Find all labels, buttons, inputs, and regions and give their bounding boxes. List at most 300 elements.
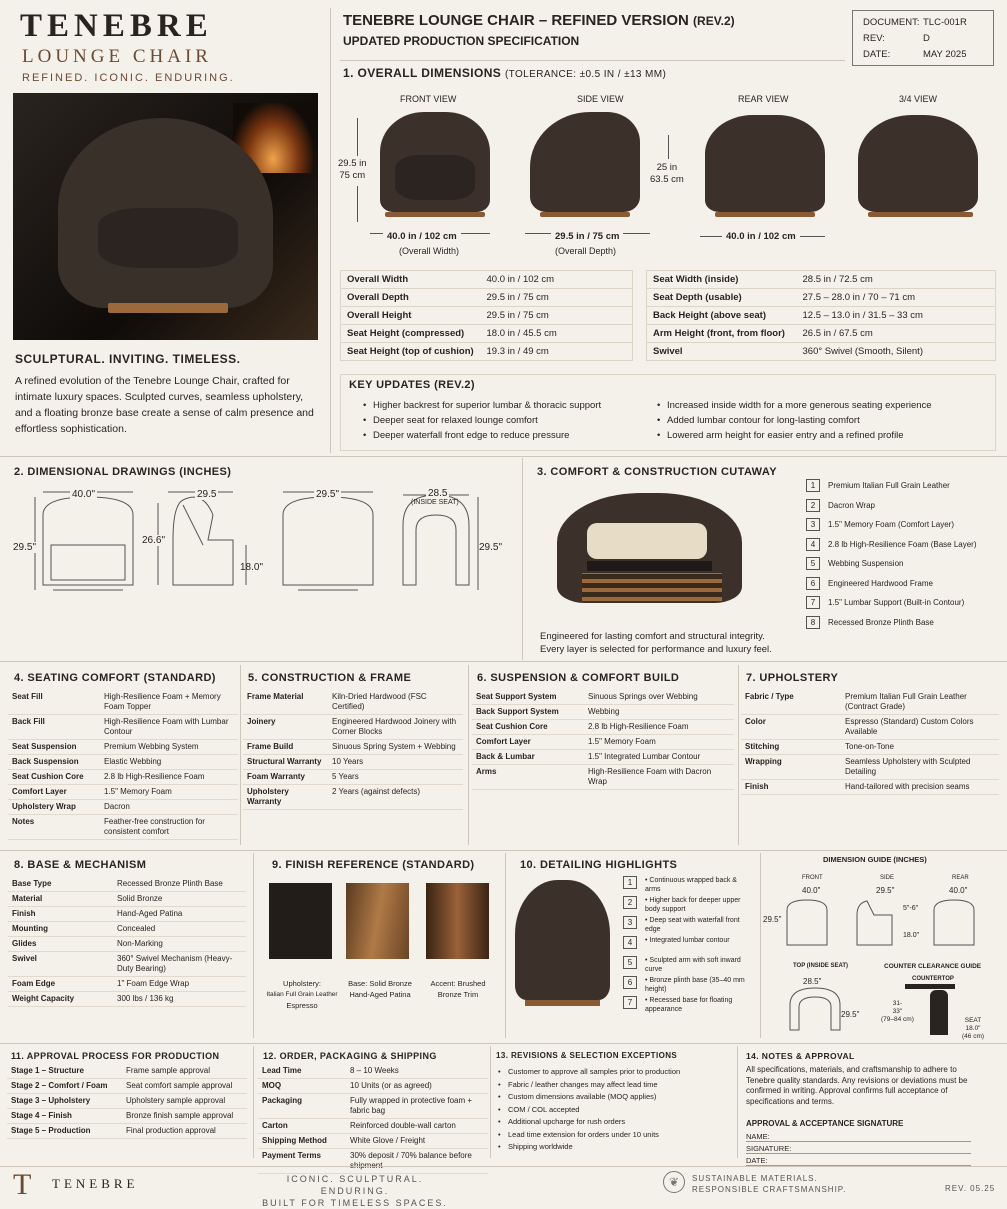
table-value: 26.5 in / 67.5 cm [797,325,996,343]
s10-title: 10. DETAILING HIGHLIGHTS [520,859,678,871]
table-row [7,1094,247,1109]
table-value: Feather-free construction for consistent comfort [100,815,238,840]
table-row [243,770,463,785]
s5-title: 5. CONSTRUCTION & FRAME [248,672,412,684]
doc-title-text: TENEBRE LOUNGE CHAIR – REFINED VERSION [343,12,689,29]
table-value: Final production approval [122,1124,247,1139]
detail-item [623,936,753,956]
counter-dim [881,1000,914,1024]
table-row [8,907,246,922]
cutaway-foam [587,523,707,559]
table-value: White Glove / Freight [346,1134,488,1149]
table-key: Mounting [8,922,113,937]
table-row [243,785,463,810]
table-key: Arm Height (front, from floor) [647,325,797,343]
cutaway-title: 3. COMFORT & CONSTRUCTION CUTAWAY [537,466,777,478]
table-row [8,922,246,937]
doc-info-box [852,10,994,66]
table-value: Elastic Webbing [100,755,238,770]
detail-chair-body [515,880,610,1000]
layer-number: 3 [806,518,820,531]
guide-sh1: 5"-6" [903,905,919,912]
table-value: Tone-on-Tone [841,740,999,755]
table-row [8,740,238,755]
table-row [472,735,734,750]
table-value: Bronze finish sample approval [122,1109,247,1124]
guide-counter-title: COUNTER CLEARANCE GUIDE [884,963,982,970]
table-value: 300 lbs / 136 kg [113,992,246,1007]
table-key: Back Height (above seat) [647,307,797,325]
counter-dim-3: (79–84 cm) [881,1016,914,1023]
date-value: MAY 2025 [923,49,967,60]
detail-label: • Recessed base for floating appearance [645,997,733,1013]
table-value: 2.8 lb High-Resilience Foam [584,720,734,735]
table-row [258,1149,488,1174]
draw-w4: 28.5 [428,488,448,499]
front-height-dim [338,158,367,182]
table-value: 30% deposit / 70% balance before [346,1149,488,1174]
footer-mid [252,1173,458,1209]
s11-table [7,1064,247,1139]
list-item: • Deeper seat for relaxed lounge comfort [361,413,601,428]
tolerance: (TOLERANCE: ±0.5 IN / ±13 MM) [504,69,667,80]
table-key: Upholstery Wrap [8,800,100,815]
detail-number: 6 [623,976,637,989]
front-height-cm: 75 cm [339,170,366,181]
table-row [258,1079,488,1094]
table-row [472,765,734,790]
draw-h2: 26.6" [142,535,166,546]
table-row [243,755,463,770]
dims-table-right [646,270,996,361]
table-value: Premium Italian Full Grain Leather (Contract Grade) [841,690,999,715]
list-item: • Custom dimensions available (MOQ applies) [496,1091,680,1104]
table-key: Stitching [741,740,841,755]
table-row [8,992,246,1007]
table-key: Upholstery Warranty [243,785,328,810]
view-rear-label: REAR VIEW [738,94,789,104]
draw-w3: 29.5" [316,489,340,500]
detail-list [623,876,753,1016]
layer-number: 1 [806,479,820,492]
guide-title: DIMENSION GUIDE (INCHES) [823,855,927,864]
table-row [472,705,734,720]
list-item: • Additional upcharge for rush orders [496,1116,680,1129]
rev-row [863,31,983,47]
dims-table-left [340,270,633,361]
table-value: Seamless Upholstery with Sculpted Detailing [841,755,999,780]
table-key: Back & Lumbar [472,750,584,765]
sig-date-row[interactable] [746,1156,971,1166]
table-key: Wrapping [741,755,841,780]
list-item: • Lead time extension for orders under 10 units [496,1129,680,1142]
dims-title-text: 1. OVERALL DIMENSIONS [343,66,502,80]
countertop-label: COUNTERTOP [912,976,954,982]
table-value: Recessed Bronze Plinth Base [113,877,246,892]
intro-heading: SCULPTURAL. INVITING. TIMELESS. [15,352,241,366]
sig-title: APPROVAL & ACCEPTANCE SIGNATURE [746,1119,904,1128]
table-value: Sinuous Spring System + Webbing [328,740,463,755]
hero-photo [13,93,318,340]
table-value: Upholstery sample approval [122,1094,247,1109]
table-key: Overall Width [341,271,481,289]
table-row [8,952,246,977]
table-key: Back Support System [472,705,584,720]
seat-dim-1: SEAT [964,1017,982,1024]
front-view-plinth [385,212,485,217]
list-item: • Added lumbar contour for long-lasting comfort [655,413,932,428]
table-row [7,1079,247,1094]
table-key: Structural Warranty [243,755,328,770]
side-depth-note: (Overall Depth) [555,246,617,256]
table-value: Sinuous Springs over Webbing [584,690,734,705]
layer-label: Engineered Hardwood Frame [828,578,933,588]
layer-number: 6 [806,577,820,590]
table-value: 1.5" Integrated Lumbar Contour [584,750,734,765]
cutaway-layer [806,574,977,594]
drawings-title: 2. DIMENSIONAL DRAWINGS (INCHES) [14,466,232,478]
layer-label: Dacron Wrap [828,500,875,510]
detail-number: 3 [623,916,637,929]
brand-tagline: REFINED. ICONIC. ENDURING. [22,72,235,84]
list-item: • COM / COL accepted [496,1104,680,1117]
side-view-chair [530,112,640,212]
table-key: Swivel [647,343,797,361]
leaf-icon: ❦ [663,1171,685,1193]
table-value: 18.0 in / 45.5 cm [481,325,633,343]
table-key: Joinery [243,715,328,740]
table-value: High-Resilience Foam with Dacron Wrap [584,765,734,790]
cutaway-layer [806,535,977,555]
footer-mid-2: BUILT FOR TIMELESS SPACES. [262,1198,448,1208]
guide-top-w: 28.5" [803,977,822,986]
counter-dim-2: 33" [892,1008,903,1015]
table-key: Stage 4 – Finish [7,1109,122,1124]
updates-title: KEY UPDATES (REV.2) [349,379,475,391]
s14-body: All specifications, materials, and craftsmanship to adhere to Tenebre quality standards. Any revisions or deviations must be confirmed in writing. Approval confirms full acceptance of specifications and terms. [746,1065,968,1106]
table-value: High-Resilience Foam with Lumbar Contour [100,715,238,740]
table-row [8,800,238,815]
table-value: High-Resilience Foam + Memory Foam Topper [100,690,238,715]
side-height-in: 25 in [656,162,678,173]
table-row [741,740,999,755]
view-34-label: 3/4 VIEW [899,94,938,104]
seat-dim-3: (46 cm) [962,1033,985,1040]
detail-label: • Deep seat with waterfall front edge [645,917,740,933]
draw-h1: 29.5" [13,542,37,553]
table-value: 12.5 – 13.0 in / 31.5 – 33 cm [797,307,996,325]
table-key: Base Type [8,877,113,892]
rear-view-plinth [715,212,815,217]
detail-label: • Bronze plinth base (35–40 mm height) [645,977,745,993]
table-row [7,1109,247,1124]
table-key: Glides [8,937,113,952]
countertop-shape [905,984,955,989]
detail-item [623,976,753,996]
table-row [647,289,996,307]
rear-width-dim: 40.0 in / 102 cm [722,231,800,242]
draw-w2: 29.5 [197,489,217,500]
s6-table [472,690,734,790]
draw-w1: 40.0" [72,489,96,500]
guide-fh: 29.5" [763,915,782,924]
detail-number: 2 [623,896,637,909]
table-value: 28.5 in / 72.5 cm [797,271,996,289]
cutaway-image [557,493,742,623]
footer-brand: TENEBRE [52,1176,139,1191]
s5-table [243,690,463,810]
cutaway-layer [806,496,977,516]
table-key: Back Fill [8,715,100,740]
table-value: Seat comfort sample approval [122,1079,247,1094]
doc-subtitle: UPDATED PRODUCTION SPECIFICATION [343,34,580,48]
s9-title: 9. FINISH REFERENCE (STANDARD) [272,859,475,871]
swatch-3-l1: Accent: Brushed [430,979,486,988]
cutaway-layer [806,515,977,535]
table-row [243,715,463,740]
sig-name-label: NAME: [746,1132,770,1141]
detail-chair [515,880,615,1010]
table-row [8,755,238,770]
rear-view-chair [705,115,825,212]
table-key: Foam Warranty [243,770,328,785]
cutaway-layer-list [806,476,977,632]
list-item: • Higher backrest for superior lumbar & thoracic support [361,398,601,413]
sig-name-row[interactable] [746,1132,971,1142]
list-item: • Deeper waterfall front edge to reduce pressure [361,428,601,443]
table-key: Swivel [8,952,113,977]
side-depth-dim: 29.5 in / 75 cm [551,231,623,242]
footer-logo: T [13,1168,36,1201]
table-row [258,1134,488,1149]
s13-list [496,1066,680,1154]
table-value: Kiln-Dried Hardwood (FSC Certified) [328,690,463,715]
table-row [341,307,633,325]
table-row [8,877,246,892]
table-row [472,750,734,765]
table-row [341,325,633,343]
table-value: Dacron [100,800,238,815]
table-key: Seat Cushion Core [472,720,584,735]
swatch-3-l2: Bronze Trim [437,990,479,999]
draw-h3: 18.0" [240,562,264,573]
rev-value: D [923,33,930,44]
detail-item [623,876,753,896]
table-key: Material [8,892,113,907]
counter-stool [930,990,948,1035]
front-width-dim: 40.0 in / 102 cm [383,231,461,242]
table-key: Finish [741,780,841,795]
table-row [8,892,246,907]
table-key: Weight Capacity [8,992,113,1007]
side-height-cm: 63.5 cm [650,174,684,185]
table-key: Seat Support System [472,690,584,705]
view-front-label: FRONT VIEW [400,94,457,104]
seat-dim [962,1017,984,1041]
layer-label: Recessed Bronze Plinth Base [828,617,934,627]
table-key: Carton [258,1119,346,1134]
detail-item [623,956,753,976]
table-row [472,720,734,735]
table-key: Seat Fill [8,690,100,715]
dims-title [343,66,666,80]
guide-top-h: 29.5" [841,1010,860,1019]
swatch-1-l2: Italian Full Grain Leather [266,991,338,998]
table-key: Color [741,715,841,740]
table-key: Notes [8,815,100,840]
plinth-photo [108,303,228,313]
list-item: • Lowered arm height for easier entry and a refined profile [655,428,932,443]
table-value: 1.5" Memory Foam [100,785,238,800]
guide-top-drawing [785,985,845,1035]
table-row [7,1124,247,1139]
34-view-plinth [868,212,973,217]
layer-label: Webbing Suspension [828,559,904,568]
table-key: Seat Cushion Core [8,770,100,785]
draw-h4: 29.5" [479,542,503,553]
table-value: 2.8 lb High-Resilience Foam [100,770,238,785]
table-key: Stage 5 – Production [7,1124,122,1139]
layer-label: 2.8 lb High-Resilience Foam (Base Layer) [828,539,977,549]
footer-mid-1: ICONIC. SCULPTURAL. ENDURING. [286,1174,424,1196]
table-value: Hand-Aged Patina [113,907,246,922]
table-key: Shipping Method [258,1134,346,1149]
layer-number: 7 [806,596,820,609]
table-row [7,1064,247,1079]
detail-chair-plinth [525,1000,600,1006]
guide-top-title: TOP (INSIDE SEAT) [793,963,849,969]
table-value: Frame sample approval [122,1064,247,1079]
table-key: Back Suspension [8,755,100,770]
table-value: 29.5 in / 75 cm [481,307,633,325]
s4-table [8,690,238,840]
table-row [243,690,463,715]
table-value: Espresso (Standard) Custom Colors Available [841,715,999,740]
table-row [341,343,633,361]
s8-title: 8. BASE & MECHANISM [14,859,147,871]
table-key: Overall Depth [341,289,481,307]
table-key: Foam Edge [8,977,113,992]
layer-label: 1.5" Memory Foam (Comfort Layer) [828,520,954,529]
table-value: 29.5 in / 75 cm [481,289,633,307]
detail-label: • Integrated lumbar contour [645,937,730,944]
table-key: Seat Width (inside) [647,271,797,289]
table-value: 2 Years (against defects) [328,785,463,810]
table-value: 27.5 – 28.0 in / 70 – 71 cm [797,289,996,307]
layer-label: 1.5" Lumbar Support (Built-in Contour) [828,598,965,607]
list-item: • Customer to approve all samples prior to production [496,1066,680,1079]
table-value: 8 – 10 Weeks [346,1064,488,1079]
table-row [741,780,999,795]
swatch-label-2 [340,978,420,1000]
side-view-plinth [540,212,630,217]
detail-number: 4 [623,936,637,949]
sig-date-label: DATE: [746,1156,768,1165]
view-side-label: SIDE VIEW [577,94,624,104]
detail-item [623,896,753,916]
guide-drawings [762,895,1002,955]
table-row [472,690,734,705]
sig-signature-row[interactable] [746,1144,971,1154]
table-key: Frame Build [243,740,328,755]
swatch-1-l3: Espresso [286,1001,318,1010]
draw-w4-note: (INSIDE SEAT) [411,499,459,506]
table-row [741,690,999,715]
s4-title: 4. SEATING COMFORT (STANDARD) [14,672,216,684]
table-key: Seat Depth (usable) [647,289,797,307]
cutaway-layer [806,613,977,633]
sig-signature-label: SIGNATURE: [746,1144,792,1153]
swatch-leather [269,883,332,959]
table-key: Fabric / Type [741,690,841,715]
list-item: • Increased inside width for a more generous seating experience [655,398,932,413]
caption-line-1: Engineered for lasting comfort and structural integrity. [540,631,765,642]
brand-subtitle: LOUNGE CHAIR [22,46,212,67]
detail-label: • Higher back for deeper upper body support [645,897,741,913]
guide-rw: 40.0" [949,886,968,895]
table-row [8,770,238,785]
doc-label: DOCUMENT: [863,17,920,28]
table-value: Premium Webbing System [100,740,238,755]
table-value: 19.3 in / 49 cm [481,343,633,361]
detail-number: 5 [623,956,637,969]
guide-sw: 29.5" [876,886,895,895]
table-value: Solid Bronze [113,892,246,907]
table-key: Frame Material [243,690,328,715]
table-key: Seat Suspension [8,740,100,755]
list-item: • Shipping worldwide [496,1141,680,1154]
cutaway-caption [540,630,772,656]
table-key: Stage 2 – Comfort / Foam [7,1079,122,1094]
table-value: 360° Swivel Mechanism (Heavy-Duty Bearing) [113,952,246,977]
table-row [8,785,238,800]
rev-tag: (REV.2) [693,14,735,28]
table-key: Packaging [258,1094,346,1119]
guide-side-label: SIDE [880,875,895,881]
swatch-label-1 [262,978,342,1011]
table-row [341,271,633,289]
chair-seat-photo [98,208,238,268]
table-row [258,1094,488,1119]
detail-number: 7 [623,996,637,1009]
guide-fw: 40.0" [802,886,821,895]
cutaway-webbing [587,561,712,571]
footer-rev: REV. 05.25 [945,1184,996,1193]
footer-sustainable [692,1173,846,1195]
table-value: Engineered Hardwood Joinery with Corner Blocks [328,715,463,740]
table-row [741,755,999,780]
table-key: Finish [8,907,113,922]
s7-table [741,690,999,795]
table-value: Fully wrapped in protective foam + fabric bag [346,1094,488,1119]
table-value: Hand-tailored with precision seams [841,780,999,795]
cutaway-layer [806,476,977,496]
table-row [647,343,996,361]
seat-dim-2: 18.0" [965,1025,981,1032]
intro-body: A refined evolution of the Tenebre Lounge Chair, crafted for intimate luxury spaces. Sculpted curves, seamless upholstery, and a floating bronze base create a sense of calm presence and effortless sophistication. [15,375,314,435]
updates-right-list [655,398,932,443]
table-row [647,325,996,343]
table-key: Seat Height (top of cushion) [341,343,481,361]
cutaway-layer [806,593,977,613]
guide-sh2: 18.0" [903,932,920,939]
date-label: DATE: [863,49,891,60]
table-row [341,289,633,307]
table-row [8,937,246,952]
table-value: Reinforced double-wall carton [346,1119,488,1134]
table-row [8,977,246,992]
counter-dim-1: 31- [892,1000,903,1007]
